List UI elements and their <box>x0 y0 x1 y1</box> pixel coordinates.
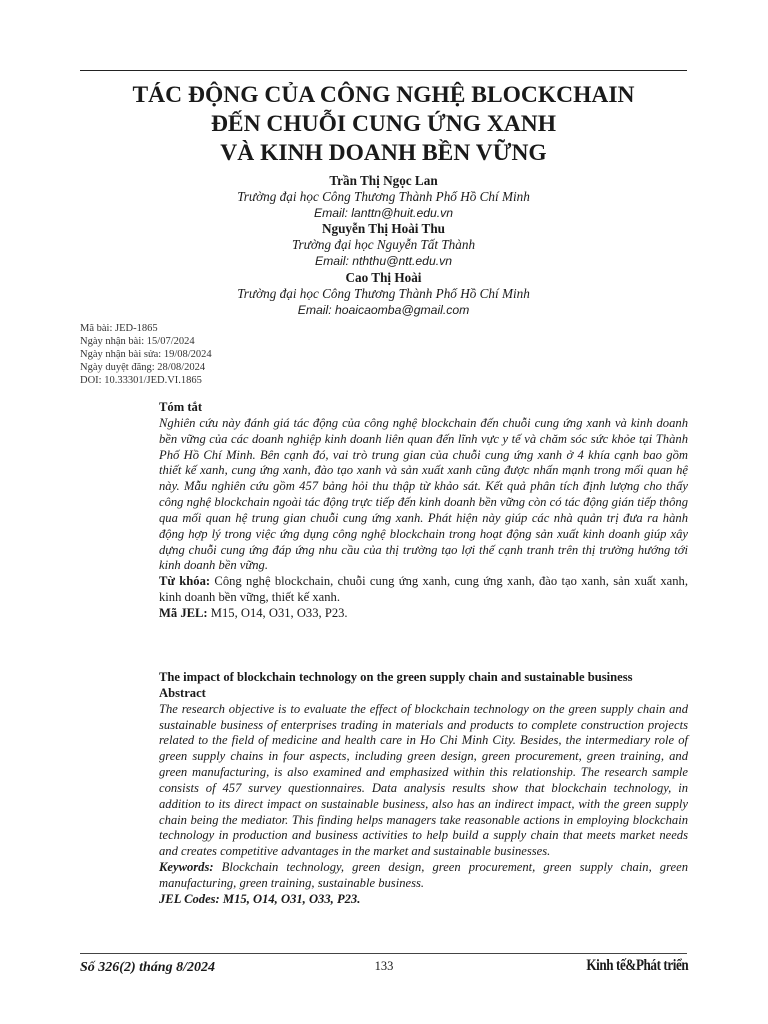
keywords-vi-label: Từ khóa: <box>159 574 211 589</box>
author-name: Cao Thị Hoài <box>345 269 422 285</box>
author-email: Email: hoaicaomba@gmail.com <box>297 302 470 317</box>
abstract-vietnamese <box>159 400 688 622</box>
journal-name: Kinh tế&Phát triển <box>586 957 688 974</box>
revised-date: Ngày nhận bài sửa: 19/08/2024 <box>80 349 212 360</box>
author-block <box>80 173 687 318</box>
keywords-en-label: Keywords: <box>159 860 214 875</box>
footer-rule <box>80 953 687 954</box>
abstract-vi-body: Nghiên cứu này đánh giá tác động của công nghệ blockchain đến chuỗi cung ứng xanh và kinh doanh bền vững của các doanh nghiệp kinh doanh liên quan đến lĩnh vực y tế và chăm sóc sức khỏe tại Thành Phố Hồ Chí Minh. Bên cạnh đó, vai trò trung gian của chuỗi cung ứng xanh ở 4 khía cạnh bao gồm thiết kế xanh, cung ứng xanh, đào tạo xanh và sản xuất xanh cũng được nhấn mạnh trong mối quan hệ này. Mẫu nghiên cứu gồm 457 bảng hỏi thu thập từ khảo sát. Kết quả phân tích định lượng cho thấy công nghệ blockchain ngoài tác động trực tiếp đến kinh doanh bền vững còn có tác động gián tiếp thông qua mối quan hệ trung gian chuỗi cung ứng xanh. Phát hiện này giúp các nhà quản trị đưa ra hành động hợp lý trong việc ứng dụng công nghệ blockchain trong hoạt động sản xuất kinh doanh giúp xây dựng chuỗi cung ứng đáp ứng nhu cầu của thị trường tạo lợi thế cạnh tranh trên thị trường hướng tới kinh doanh bền vững. <box>159 415 688 573</box>
keywords-vi-text: Công nghệ blockchain, chuỗi cung ứng xanh, cung ứng xanh, đào tạo xanh, sản xuất xanh, kinh doanh bền vững, thiết kế xanh. <box>159 574 688 605</box>
author-affiliation: Trường đại học Công Thương Thành Phố Hồ Chí Minh <box>237 285 530 301</box>
issue-number: Số 326(2) tháng 8/2024 <box>80 960 215 975</box>
author-name: Trần Thị Ngọc Lan <box>329 173 438 188</box>
article-title <box>80 81 687 168</box>
abstract-en-heading: Abstract <box>159 685 206 700</box>
author-email: Email: nththu@ntt.edu.vn <box>314 254 453 269</box>
author-email: Email: lanttn@huit.edu.vn <box>313 206 454 221</box>
keywords-en <box>159 860 688 892</box>
jel-en-label: JEL Codes: M15, O14, O31, O33, P23. <box>159 891 361 906</box>
title-line: VÀ KINH DOANH BỀN VỮNG <box>220 140 547 166</box>
author-affiliation: Trường đại học Nguyễn Tất Thành <box>291 237 476 253</box>
abstract-en-body: The research objective is to evaluate the effect of blockchain technology on the green supply chain and sustainable business of enterprises trading in materials and products to complete construction projects related to the field of medicine and health care in Ho Chi Minh City. Besides, the intermediary role of green supply chains in four aspects, including green design, green procurement, green training, and green manufacturing, is also examined and emphasized within this relationship. The research sample consists of 457 survey questionnaires. Data analysis results show that blockchain technology, in addition to its direct impact on sustainable business, also has an indirect impact, with the green supply chain being the mediator. This finding helps managers take reasonable actions in employing blockchain technology in production and business activities to help build a supply chain that meets market needs and creates competitive advantages in the market and sustainable businesses. <box>159 701 688 859</box>
english-title: The impact of blockchain technology on the green supply chain and sustainable business <box>159 670 633 684</box>
title-line: TÁC ĐỘNG CỦA CÔNG NGHỆ BLOCKCHAIN <box>132 82 635 108</box>
author-name: Nguyễn Thị Hoài Thu <box>321 221 445 237</box>
jel-vi-label: Mã JEL: <box>159 605 208 620</box>
jel-en <box>159 892 688 908</box>
keywords-vi <box>159 574 688 606</box>
page-number: 133 <box>374 959 394 973</box>
keywords-en-text: Blockchain technology, green design, green procurement, green supply chain, green manufacturing, green training, sustainable business. <box>159 860 688 890</box>
author-affiliation: Trường đại học Công Thương Thành Phố Hồ Chí Minh <box>237 189 530 205</box>
jel-vi-text: M15, O14, O31, O33, P23. <box>207 605 348 620</box>
article-code: Mã bài: JED-1865 <box>80 323 158 334</box>
accepted-date: Ngày duyệt đăng: 28/08/2024 <box>80 362 206 373</box>
article-metadata <box>80 322 380 387</box>
abstract-english <box>159 670 688 908</box>
top-rule <box>80 70 687 71</box>
doi: DOI: 10.33301/JED.VI.1865 <box>80 375 202 386</box>
jel-vi <box>159 606 688 622</box>
title-line: ĐẾN CHUỖI CUNG ỨNG XANH <box>210 111 557 137</box>
received-date: Ngày nhận bài: 15/07/2024 <box>80 336 195 347</box>
abstract-vi-heading: Tóm tắt <box>159 400 203 414</box>
